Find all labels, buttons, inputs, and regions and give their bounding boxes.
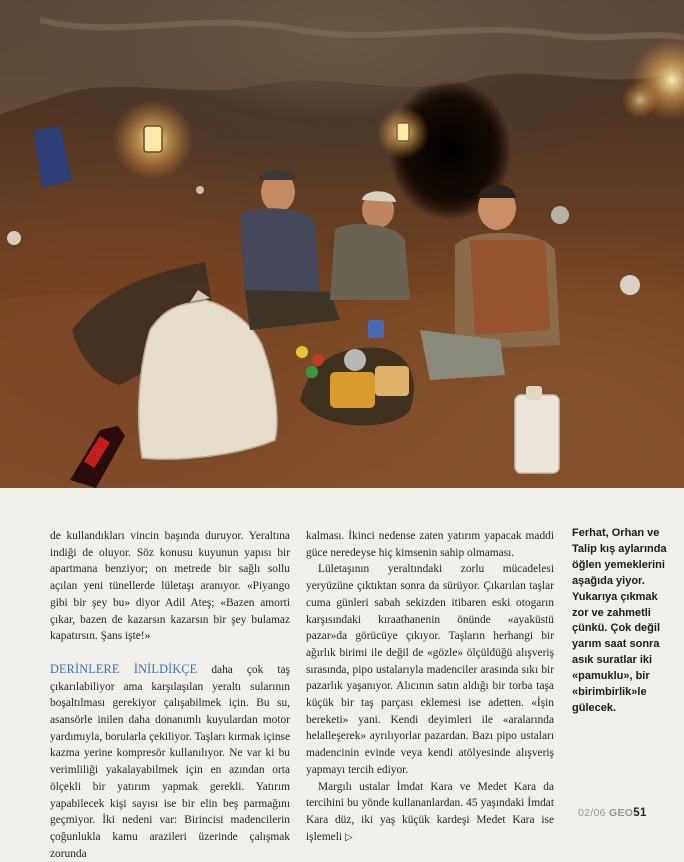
paragraph-text: daha çok taş çıkarılabiliyor ama karşılaşılan yeraltı sularının boşaltılması gerekiyor çalışabilmek için. Bu su, asansörle inilen daha donanımlı kuyulardan motor yardımıyla, borularla çekiliyor. Taşları kırmak içinse kazma yerine kompresör kullanılıyor. Ne var ki bu verimliliği yakalayabilmek için en azından orta ölçekli bir yatırım yapmak gerekli. Yatırım yapabilecek kişi sayısı ise bir elin beş parmağını geçmiyor. İki nedeni var: Birincisi madencilerin çoğunlukla kamu arazileri üzerinde çalışmak zorunda bbox=[50, 663, 290, 860]
page-folio bbox=[578, 807, 647, 819]
section-heading: DERİNLERE İNİLDİKÇE bbox=[50, 661, 198, 676]
paragraph bbox=[50, 661, 290, 862]
paragraph bbox=[306, 779, 554, 847]
issue-date: 02/06 bbox=[578, 807, 606, 819]
paragraph: Lületaşının yeraltındaki zorlu mücadelesi yeryüzüne çıktıktan sonra da sürüyor. Çıkarılan taşlar cuma günleri sabah sekizden itibaren eski otogarın karşısındaki kıraathanenin önünde «ayaküstü pazar»da görücüye çıkıyor. Taşların herhangi bir ağırlık birimi ile değil de «gözle» ölçüldüğü alışveriş sırasında, pipo ustalarıyla madenciler arasında sıkı bir pazarlık yaşanıyor. Alıcının satın aldığı bir torba taşa küçük bir taş parçası eklemesi ise adetten. «İşin bereketi» yani. Kendi deyimleri ile «aralarında helalleşerek» ayrılıyorlar pazardan. Bazı pipo ustaları madencinin evinde veya kendi atölyesinde alışveriş yapmayı tercih ediyor. bbox=[306, 563, 554, 776]
lamp-icon bbox=[113, 100, 193, 180]
canister-illustration bbox=[515, 386, 559, 473]
miner-illustration bbox=[240, 170, 340, 330]
text-column-2 bbox=[306, 528, 554, 846]
lamp-icon bbox=[377, 107, 429, 159]
paragraph-text: Margılı ustalar İmdat Kara ve Medet Kara da tercihini bu yönde kullananlardan. 45 yaşındaki İmdat Kara düz, iki yaş küçük kardeşi Medet Kara ise işlemeli bbox=[306, 780, 554, 843]
text-column-1 bbox=[50, 528, 290, 862]
magazine-name: GEO bbox=[609, 807, 634, 819]
paragraph: kalması. İkinci nedense zaten yatırım yapacak maddi güce neredeyse hiç kimsenin sahip olmaması. bbox=[306, 530, 554, 559]
paragraph: de kullandıkları vincin başında duruyor. Yeraltına indiği de oluyor. Söz konusu kuyunun yapısı bir apartmana benziyor; on metrede bir sağlı sollu açılan yeni tünellerde lületaşı aranıyor. «Piyango gibi bir şey bu» diyor Adil Ateş; «Bazen amorti çıkar, bazen de kazarsın kazarsın bir şey bulamaz kapatırsın. Şans işte!» bbox=[50, 530, 290, 643]
photo-caption: Ferhat, Orhan ve Talip kış aylarında öğlen yemeklerini aşağıda yiyor. Yukarıya çıkmak zor ve zahmetli çünkü. Çok değil yarım saat sonra asık suratlar iki «pamuklu», bir «birimbirlik»le gülecek. bbox=[572, 527, 667, 714]
continue-arrow-icon: ▷ bbox=[344, 831, 353, 843]
miner-illustration bbox=[330, 191, 410, 300]
page-number: 51 bbox=[633, 807, 647, 819]
